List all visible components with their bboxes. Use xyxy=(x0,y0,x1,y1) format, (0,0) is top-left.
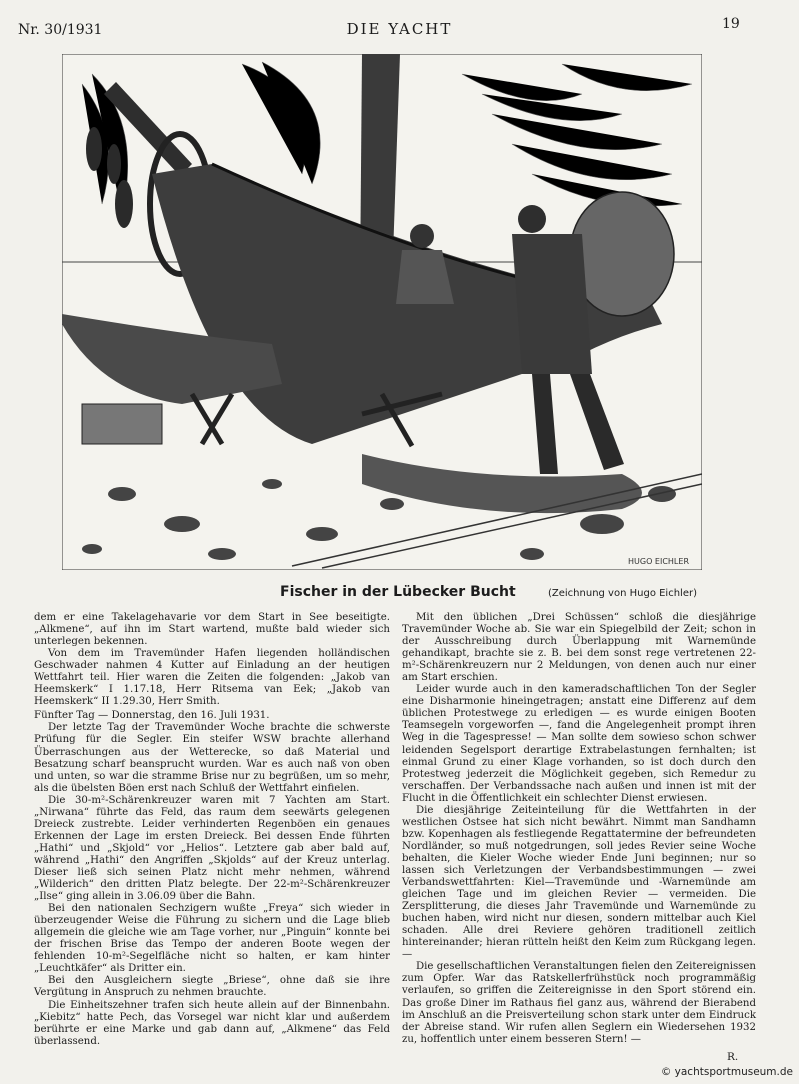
paragraph: Der letzte Tag der Travemünder Woche brachte die schwerste Prüfung für die Segler. Ein steifer WSW brachte allerhand Überraschungen aus der Wetterecke, so daß Material und Besatzung scharf beansprucht wurden. War es auch naß von oben und unten, so war die stramme Brise nur zu begrüßen, um so mehr, als die übelsten Böen erst nach Schluß der Wettfahrt einfielen. xyxy=(34,722,390,794)
fishermen-illustration xyxy=(62,54,702,570)
watermark: © yachtsportmuseum.de xyxy=(660,1066,793,1078)
paragraph: dem er eine Takelagehavarie vor dem Start in See beseitigte. „Alkmene“, auf ihn im Start wartend, mußte bald wieder sich unterlegen bekennen. xyxy=(34,612,390,648)
figure-credit: (Zeichnung von Hugo Eichler) xyxy=(548,588,697,599)
artist-signature: HUGO EICHLER xyxy=(628,557,689,566)
right-column xyxy=(402,612,756,1046)
paragraph: Die Einheitszehner trafen sich heute allein auf der Binnenbahn. „Kiebitz“ hatte Pech, das Vorsegel war nicht klar und außerdem berührte er eine Marke und gab dann auf, „Alkmene“ das Feld überlassend. xyxy=(34,999,390,1047)
figure-caption: Fischer in der Lübecker Bucht xyxy=(280,584,516,600)
magazine-title: DIE YACHT xyxy=(346,20,453,38)
paragraph: Bei den nationalen Sechzigern wußte „Freya“ sich wieder in überzeugender Weise die Führung zu sichern und die Lage blieb allgemein die gleiche wie am Tage vorher, nur „Pinguin“ konnte bei der frischen Brise das Tempo der anderen Boote wegen der fehlenden 10-m²-Segelfläche nicht so halten, er kam hinter „Leuchtkäfer“ als Dritter ein. xyxy=(34,903,390,975)
paragraph: Bei den Ausgleichern siegte „Briese“, ohne daß sie ihre Vergütung in Anspruch zu nehmen brauchte. xyxy=(34,975,390,999)
paragraph: Die gesellschaftlichen Veranstaltungen fielen den Zeitereignissen zum Opfer. War das Ratskellerfrühstück noch programmäßig verlaufen, so griffen die Zeitereignisse in den Sport störend ein. Das große Diner im Rathaus fiel ganz aus, während der Bierabend im Anschluß an die Preisverteilung schon stark unter dem Eindruck der Abreise stand. Wir rufen allen Seglern ein Wiedersehen 1932 zu, hoffentlich unter einem besseren Stern! — xyxy=(402,961,756,1045)
paragraph: Mit den üblichen „Drei Schüssen“ schloß die diesjährige Travemünder Woche ab. Sie war ein Spiegelbild der Zeit; schon in der Ausschreibung durch Überlappung mit Warnemünde gehandikapt, brachte sie z. B. bei dem sonst rege vertretenen 22-m²-Schärenkreuzern nur 2 Meldungen, von denen auch nur einer am Start erschien. xyxy=(402,612,756,684)
paragraph: Die 30-m²-Schärenkreuzer waren mit 7 Yachten am Start. „Nirwana“ führte das Feld, das raum dem seewärts gelegenen Dreieck zustrebte. Leider verhinderten Regenböen ein genaues Erkennen der Lage im ersten Dreieck. Bei dessen Ende führten „Hathi“ und „Skjold“ vor „Helios“. Letztere gab aber bald auf, während „Hathi“ den Angriffen „Skjolds“ auf der Kreuz unterlag. Dieser ließ sich seinen Platz nicht mehr nehmen, während „Wilderich“ den dritten Platz belegte. Der 22-m²-Schärenkreuzer „Ilse“ ging allein in 3.06.09 über die Bahn. xyxy=(34,794,390,903)
paragraph: Die diesjährige Zeiteinteilung für die Wettfahrten in der westlichen Ostsee hat sich nicht bewährt. Nimmt man Sandhamn bzw. Kopenhagen als festliegende Regattatermine der befreundeten Nordländer, so muß notgedrungen, soll jedes Revier seine Woche behalten, die Kieler Woche wieder Ende Juni beginnen; nur so lassen sich Verletzungen der Verbandsbestimmungen — zwei Verbandswettfahrten: Kiel—Travemünde und -Warnemünde am gleichen Tage und im gleichen Revier — vermeiden. Die Zersplitterung, die dieses Jahr Travemünde und Warnemünde zu buchen haben, wird nicht nur diesen, sondern mittelbar auch Kiel schaden. Alle drei Reviere gehören traditionell zeitlich hintereinander; hieran rütteln heißt den Keim zum Rückgang legen. — xyxy=(402,804,756,961)
paragraph: Von dem im Travemünder Hafen liegenden holländischen Geschwader nahmen 4 Kutter auf Einladung an der heutigen Wettfahrt teil. Hier waren die Zeiten die folgenden: „Jakob van Heemskerk“ I 1.17.18, Herr Ritsema van Eek; „Jakob van Heemskerk“ II 1.29.30, Herr Smith. xyxy=(34,648,390,708)
issue-number: Nr. 30/1931 xyxy=(18,22,103,38)
author-initial: R. xyxy=(727,1051,739,1063)
section-heading: Fünfter Tag — Donnerstag, den 16. Juli 1931. xyxy=(34,710,270,722)
crate xyxy=(82,404,162,444)
paragraph: Leider wurde auch in den kameradschaftlichen Ton der Segler eine Disharmonie hineingetragen; anstatt eine Differenz auf dem üblichen Protestwege zu erledigen — es wurde einigen Booten Teamsegeln vorgeworfen —, fand die Angelegenheit prompt ihren Weg in die Tagespresse! — Man sollte dem sowieso schon schwer leidenden Segelsport derartige Extrabelastungen fernhalten; ist einmal Grund zu einer Klage vorhanden, so ist doch durch den Protestweg jederzeit die Möglichkeit gegeben, sich Remedur zu verschaffen. Der Verbandssache nach außen und innen ist mit der Flucht in die Öffentlichkeit ein schlechter Dienst erwiesen. xyxy=(402,684,756,804)
page-number: 19 xyxy=(722,16,740,32)
left-column xyxy=(34,612,390,1048)
